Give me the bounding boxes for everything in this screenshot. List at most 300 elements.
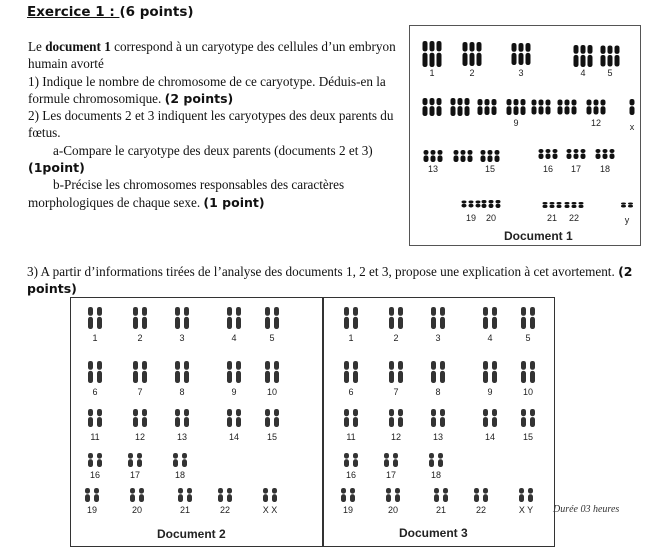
chromosome <box>431 417 436 427</box>
chromosome <box>519 53 524 65</box>
chromosome-label: 14 <box>484 432 496 442</box>
chromosome <box>565 100 570 106</box>
chromosome <box>227 317 232 329</box>
chromosome-label: 20 <box>387 505 399 515</box>
chromosome-group <box>434 488 448 502</box>
chromosome-group <box>521 409 535 427</box>
chromosome <box>489 200 494 203</box>
chromosome-label: 16 <box>89 470 101 480</box>
chromosome <box>88 371 93 383</box>
chromosome <box>470 42 475 52</box>
chromosome <box>341 494 346 502</box>
chromosome <box>496 204 501 208</box>
chromosome-label: 13 <box>427 164 439 174</box>
chromosome-group <box>175 307 189 329</box>
chromosome <box>492 409 497 416</box>
chromosome <box>265 371 270 383</box>
chromosome <box>88 307 93 316</box>
chromosome-group <box>521 361 535 383</box>
chromosome <box>530 417 535 427</box>
chromosome-group <box>587 100 606 115</box>
chromosome <box>227 307 232 316</box>
chromosome <box>236 361 241 370</box>
chromosome <box>437 106 442 116</box>
chromosome <box>274 317 279 329</box>
chromosome-label: 15 <box>522 432 534 442</box>
chromosome <box>88 459 93 467</box>
chromosome <box>184 409 189 416</box>
chromosome <box>567 149 572 153</box>
chromosome <box>469 201 474 204</box>
chromosome <box>430 53 435 67</box>
chromosome-group <box>341 488 355 502</box>
chromosome <box>474 488 479 494</box>
chromosome-label: 1 <box>92 333 98 343</box>
chromosome <box>265 409 270 416</box>
chromosome <box>451 106 456 116</box>
chromosome <box>353 453 358 459</box>
chromosome <box>553 154 558 160</box>
chromosome-label: 9 <box>513 118 519 128</box>
chromosome <box>601 106 606 114</box>
chromosome <box>94 488 99 494</box>
chromosome <box>350 488 355 494</box>
chromosome-group <box>483 307 497 329</box>
chromosome <box>175 307 180 316</box>
chromosome <box>431 409 436 416</box>
chromosome <box>462 204 467 208</box>
chromosome <box>218 488 223 494</box>
chromosome <box>398 417 403 427</box>
chromosome <box>128 459 133 467</box>
chromosome-label: x <box>629 122 635 132</box>
chromosome-label: 7 <box>393 387 399 397</box>
chromosome <box>596 149 601 153</box>
chromosome-label: 10 <box>522 387 534 397</box>
chromosome <box>344 453 349 459</box>
chromosome-group <box>344 361 358 383</box>
chromosome <box>558 100 563 106</box>
chromosome <box>526 43 531 52</box>
chromosome-group <box>88 409 102 427</box>
chromosome <box>227 409 232 416</box>
chromosome <box>587 106 592 114</box>
chromosome-group <box>265 409 279 427</box>
chromosome <box>133 361 138 370</box>
chromosome <box>546 154 551 160</box>
chromosome <box>395 494 400 502</box>
chromosome <box>263 494 268 502</box>
chromosome <box>423 41 428 51</box>
chromosome <box>483 488 488 494</box>
chromosome-group <box>344 453 358 467</box>
document-1-caption: Document 1 <box>504 229 573 243</box>
chromosome <box>430 41 435 51</box>
chromosome-group <box>483 409 497 427</box>
chromosome-group <box>519 488 533 502</box>
chromosome-group <box>344 307 358 329</box>
chromosome <box>389 371 394 383</box>
chromosome-label: 19 <box>342 505 354 515</box>
chromosome <box>621 203 626 205</box>
chromosome-group <box>344 409 358 427</box>
chromosome <box>482 200 487 203</box>
chromosome <box>182 459 187 467</box>
chromosome <box>483 409 488 416</box>
chromosome <box>463 42 468 52</box>
chromosome <box>97 453 102 459</box>
chromosome <box>565 205 570 208</box>
chromosome <box>495 150 500 155</box>
chromosome <box>574 154 579 160</box>
chromosome <box>398 371 403 383</box>
chromosome <box>461 155 466 162</box>
chromosome-group <box>88 453 102 467</box>
chromosome <box>175 417 180 427</box>
chromosome <box>594 100 599 106</box>
chromosome <box>182 453 187 459</box>
chromosome <box>463 53 468 66</box>
chromosome <box>263 488 268 494</box>
chromosome <box>581 154 586 160</box>
chromosome-label: 3 <box>518 68 524 78</box>
chromosome <box>430 106 435 116</box>
chromosome <box>512 53 517 65</box>
chromosome <box>488 155 493 162</box>
chromosome <box>601 46 606 54</box>
chromosome <box>437 41 442 51</box>
chromosome <box>227 494 232 502</box>
chromosome <box>603 154 608 160</box>
chromosome <box>443 488 448 494</box>
exam-duration: Durée 03 heures <box>553 504 620 515</box>
chromosome <box>440 317 445 329</box>
chromosome <box>97 307 102 316</box>
chromosome-label: 20 <box>485 213 497 223</box>
question-1: 1) Indique le nombre de chromosome de ce caryotype. Déduis-en la formule chromosomique. (2 points) <box>28 73 386 106</box>
chromosome <box>461 150 466 155</box>
chromosome <box>386 494 391 502</box>
exercise-title: Exercice 1 : (6 points) <box>27 4 194 20</box>
chromosome-group <box>558 100 577 115</box>
chromosome <box>423 98 428 105</box>
chromosome <box>468 150 473 155</box>
chromosome-label: 6 <box>348 387 354 397</box>
chromosome <box>227 488 232 494</box>
chromosome <box>440 371 445 383</box>
chromosome-label: 19 <box>465 213 477 223</box>
chromosome <box>184 361 189 370</box>
chromosome-group <box>482 200 501 208</box>
chromosome <box>344 417 349 427</box>
question-2a: a-Compare le caryotype des deux parents (documents 2 et 3) (1point) <box>28 142 373 176</box>
chromosome <box>88 317 93 329</box>
chromosome <box>539 100 544 106</box>
chromosome <box>142 409 147 416</box>
chromosome-label: 22 <box>475 505 487 515</box>
chromosome <box>398 307 403 316</box>
chromosome <box>350 494 355 502</box>
chromosome <box>610 154 615 160</box>
chromosome-label: 21 <box>546 213 558 223</box>
chromosome <box>85 488 90 494</box>
chromosome <box>482 204 487 208</box>
chromosome <box>440 417 445 427</box>
chromosome <box>353 307 358 316</box>
chromosome <box>521 417 526 427</box>
chromosome-label: 9 <box>487 387 493 397</box>
chromosome <box>227 417 232 427</box>
chromosome-label: 14 <box>228 432 240 442</box>
chromosome <box>393 453 398 459</box>
chromosome <box>139 494 144 502</box>
chromosome <box>483 494 488 502</box>
chromosome <box>521 307 526 316</box>
chromosome <box>175 317 180 329</box>
chromosome <box>550 202 555 204</box>
chromosome <box>429 453 434 459</box>
chromosome-label: 20 <box>131 505 143 515</box>
chromosome <box>588 55 593 67</box>
chromosome <box>438 150 443 155</box>
chromosome-group <box>429 453 443 467</box>
chromosome <box>353 459 358 467</box>
chromosome-label: 5 <box>607 68 613 78</box>
chromosome <box>519 488 524 494</box>
chromosome <box>539 106 544 114</box>
chromosome <box>272 494 277 502</box>
chromosome <box>265 361 270 370</box>
chromosome <box>431 155 436 162</box>
chromosome-label: 8 <box>435 387 441 397</box>
chromosome <box>431 150 436 155</box>
chromosome-group <box>218 488 232 502</box>
chromosome-group <box>539 149 558 159</box>
chromosome <box>630 99 635 105</box>
chromosome <box>574 55 579 67</box>
chromosome <box>236 317 241 329</box>
chromosome <box>458 106 463 116</box>
chromosome <box>608 55 613 67</box>
chromosome <box>137 453 142 459</box>
chromosome <box>476 204 481 208</box>
chromosome-group <box>265 361 279 383</box>
chromosome <box>175 371 180 383</box>
chromosome <box>532 100 537 106</box>
chromosome <box>353 361 358 370</box>
chromosome-label: X X <box>262 505 278 515</box>
chromosome <box>187 488 192 494</box>
chromosome <box>458 98 463 105</box>
chromosome <box>530 317 535 329</box>
chromosome <box>567 154 572 160</box>
chromosome <box>429 459 434 467</box>
chromosome <box>492 417 497 427</box>
chromosome-group <box>565 202 584 208</box>
chromosome <box>521 99 526 105</box>
chromosome <box>236 417 241 427</box>
chromosome-label: 1 <box>429 68 435 78</box>
chromosome <box>130 494 135 502</box>
chromosome <box>465 98 470 105</box>
chromosome <box>142 371 147 383</box>
chromosome-group <box>512 43 531 65</box>
chromosome <box>97 409 102 416</box>
chromosome <box>596 154 601 160</box>
chromosome-group <box>227 361 241 383</box>
chromosome <box>492 317 497 329</box>
chromosome <box>142 307 147 316</box>
chromosome-group <box>175 409 189 427</box>
chromosome <box>97 417 102 427</box>
chromosome <box>142 317 147 329</box>
chromosome-group <box>130 488 144 502</box>
chromosome <box>386 488 391 494</box>
chromosome <box>557 202 562 204</box>
chromosome <box>130 488 135 494</box>
chromosome <box>615 46 620 54</box>
chromosome <box>521 409 526 416</box>
chromosome <box>437 98 442 105</box>
chromosome <box>543 202 548 204</box>
chromosome <box>492 307 497 316</box>
chromosome <box>398 409 403 416</box>
chromosome-label: 9 <box>231 387 237 397</box>
chromosome <box>353 409 358 416</box>
chromosome-group <box>451 98 470 116</box>
chromosome <box>483 361 488 370</box>
chromosome <box>175 409 180 416</box>
chromosome-label: 2 <box>469 68 475 78</box>
chromosome-group <box>133 361 147 383</box>
chromosome-label: 3 <box>435 333 441 343</box>
chromosome <box>437 53 442 67</box>
chromosome <box>438 155 443 162</box>
chromosome <box>621 205 626 208</box>
chromosome <box>142 361 147 370</box>
chromosome <box>133 417 138 427</box>
chromosome <box>492 371 497 383</box>
chromosome <box>187 494 192 502</box>
chromosome <box>483 317 488 329</box>
chromosome <box>465 106 470 116</box>
chromosome <box>265 317 270 329</box>
chromosome <box>492 361 497 370</box>
chromosome <box>521 106 526 115</box>
chromosome <box>184 417 189 427</box>
chromosome <box>546 100 551 106</box>
chromosome-group <box>384 453 398 467</box>
chromosome <box>454 150 459 155</box>
chromosome <box>97 317 102 329</box>
chromosome <box>492 106 497 115</box>
chromosome <box>496 200 501 203</box>
chromosome-group <box>521 307 535 329</box>
chromosome <box>440 307 445 316</box>
chromosome <box>272 488 277 494</box>
chromosome <box>274 371 279 383</box>
chromosome-label: 21 <box>435 505 447 515</box>
chromosome-group <box>596 149 615 159</box>
chromosome <box>610 149 615 153</box>
chromosome-group <box>128 453 142 467</box>
chromosome <box>512 43 517 52</box>
chromosome <box>579 205 584 208</box>
chromosome <box>389 361 394 370</box>
chromosome-group <box>88 307 102 329</box>
chromosome <box>630 106 635 115</box>
chromosome-group <box>227 409 241 427</box>
chromosome-group <box>431 361 445 383</box>
chromosome <box>97 459 102 467</box>
chromosome <box>557 205 562 208</box>
chromosome <box>341 488 346 494</box>
chromosome-group <box>389 307 403 329</box>
chromosome <box>274 409 279 416</box>
chromosome <box>462 201 467 204</box>
chromosome-group <box>88 361 102 383</box>
chromosome <box>97 371 102 383</box>
chromosome <box>530 361 535 370</box>
chromosome-group <box>507 99 526 115</box>
document-3-caption: Document 3 <box>399 526 468 540</box>
chromosome <box>395 488 400 494</box>
chromosome-group <box>462 201 481 208</box>
chromosome-label: 2 <box>137 333 143 343</box>
chromosome <box>468 155 473 162</box>
chromosome-group <box>423 98 442 116</box>
chromosome <box>478 99 483 105</box>
chromosome-label: 8 <box>179 387 185 397</box>
chromosome <box>581 45 586 54</box>
chromosome-group <box>85 488 99 502</box>
chromosome <box>434 494 439 502</box>
chromosome <box>431 317 436 329</box>
chromosome-label: 1 <box>348 333 354 343</box>
chromosome-label: 21 <box>179 505 191 515</box>
chromosome-group <box>227 307 241 329</box>
chromosome <box>530 409 535 416</box>
chromosome <box>495 155 500 162</box>
chromosome <box>581 55 586 67</box>
chromosome-label: 5 <box>525 333 531 343</box>
chromosome-group <box>630 99 635 115</box>
chromosome-group <box>133 307 147 329</box>
chromosome <box>485 106 490 115</box>
chromosome-label: 17 <box>385 470 397 480</box>
chromosome-group <box>178 488 192 502</box>
chromosome <box>424 150 429 155</box>
chromosome <box>488 150 493 155</box>
chromosome <box>539 149 544 153</box>
chromosome-label: 2 <box>393 333 399 343</box>
chromosome <box>565 106 570 114</box>
chromosome <box>483 371 488 383</box>
chromosome <box>521 317 526 329</box>
chromosome-group <box>423 41 442 67</box>
chromosome-label: 6 <box>92 387 98 397</box>
chromosome <box>507 99 512 105</box>
chromosome <box>476 201 481 204</box>
chromosome-label: 4 <box>487 333 493 343</box>
chromosome <box>469 204 474 208</box>
chromosome <box>539 154 544 160</box>
chromosome <box>574 45 579 54</box>
chromosome <box>608 46 613 54</box>
chromosome <box>178 488 183 494</box>
chromosome-group <box>543 202 562 208</box>
chromosome <box>184 371 189 383</box>
